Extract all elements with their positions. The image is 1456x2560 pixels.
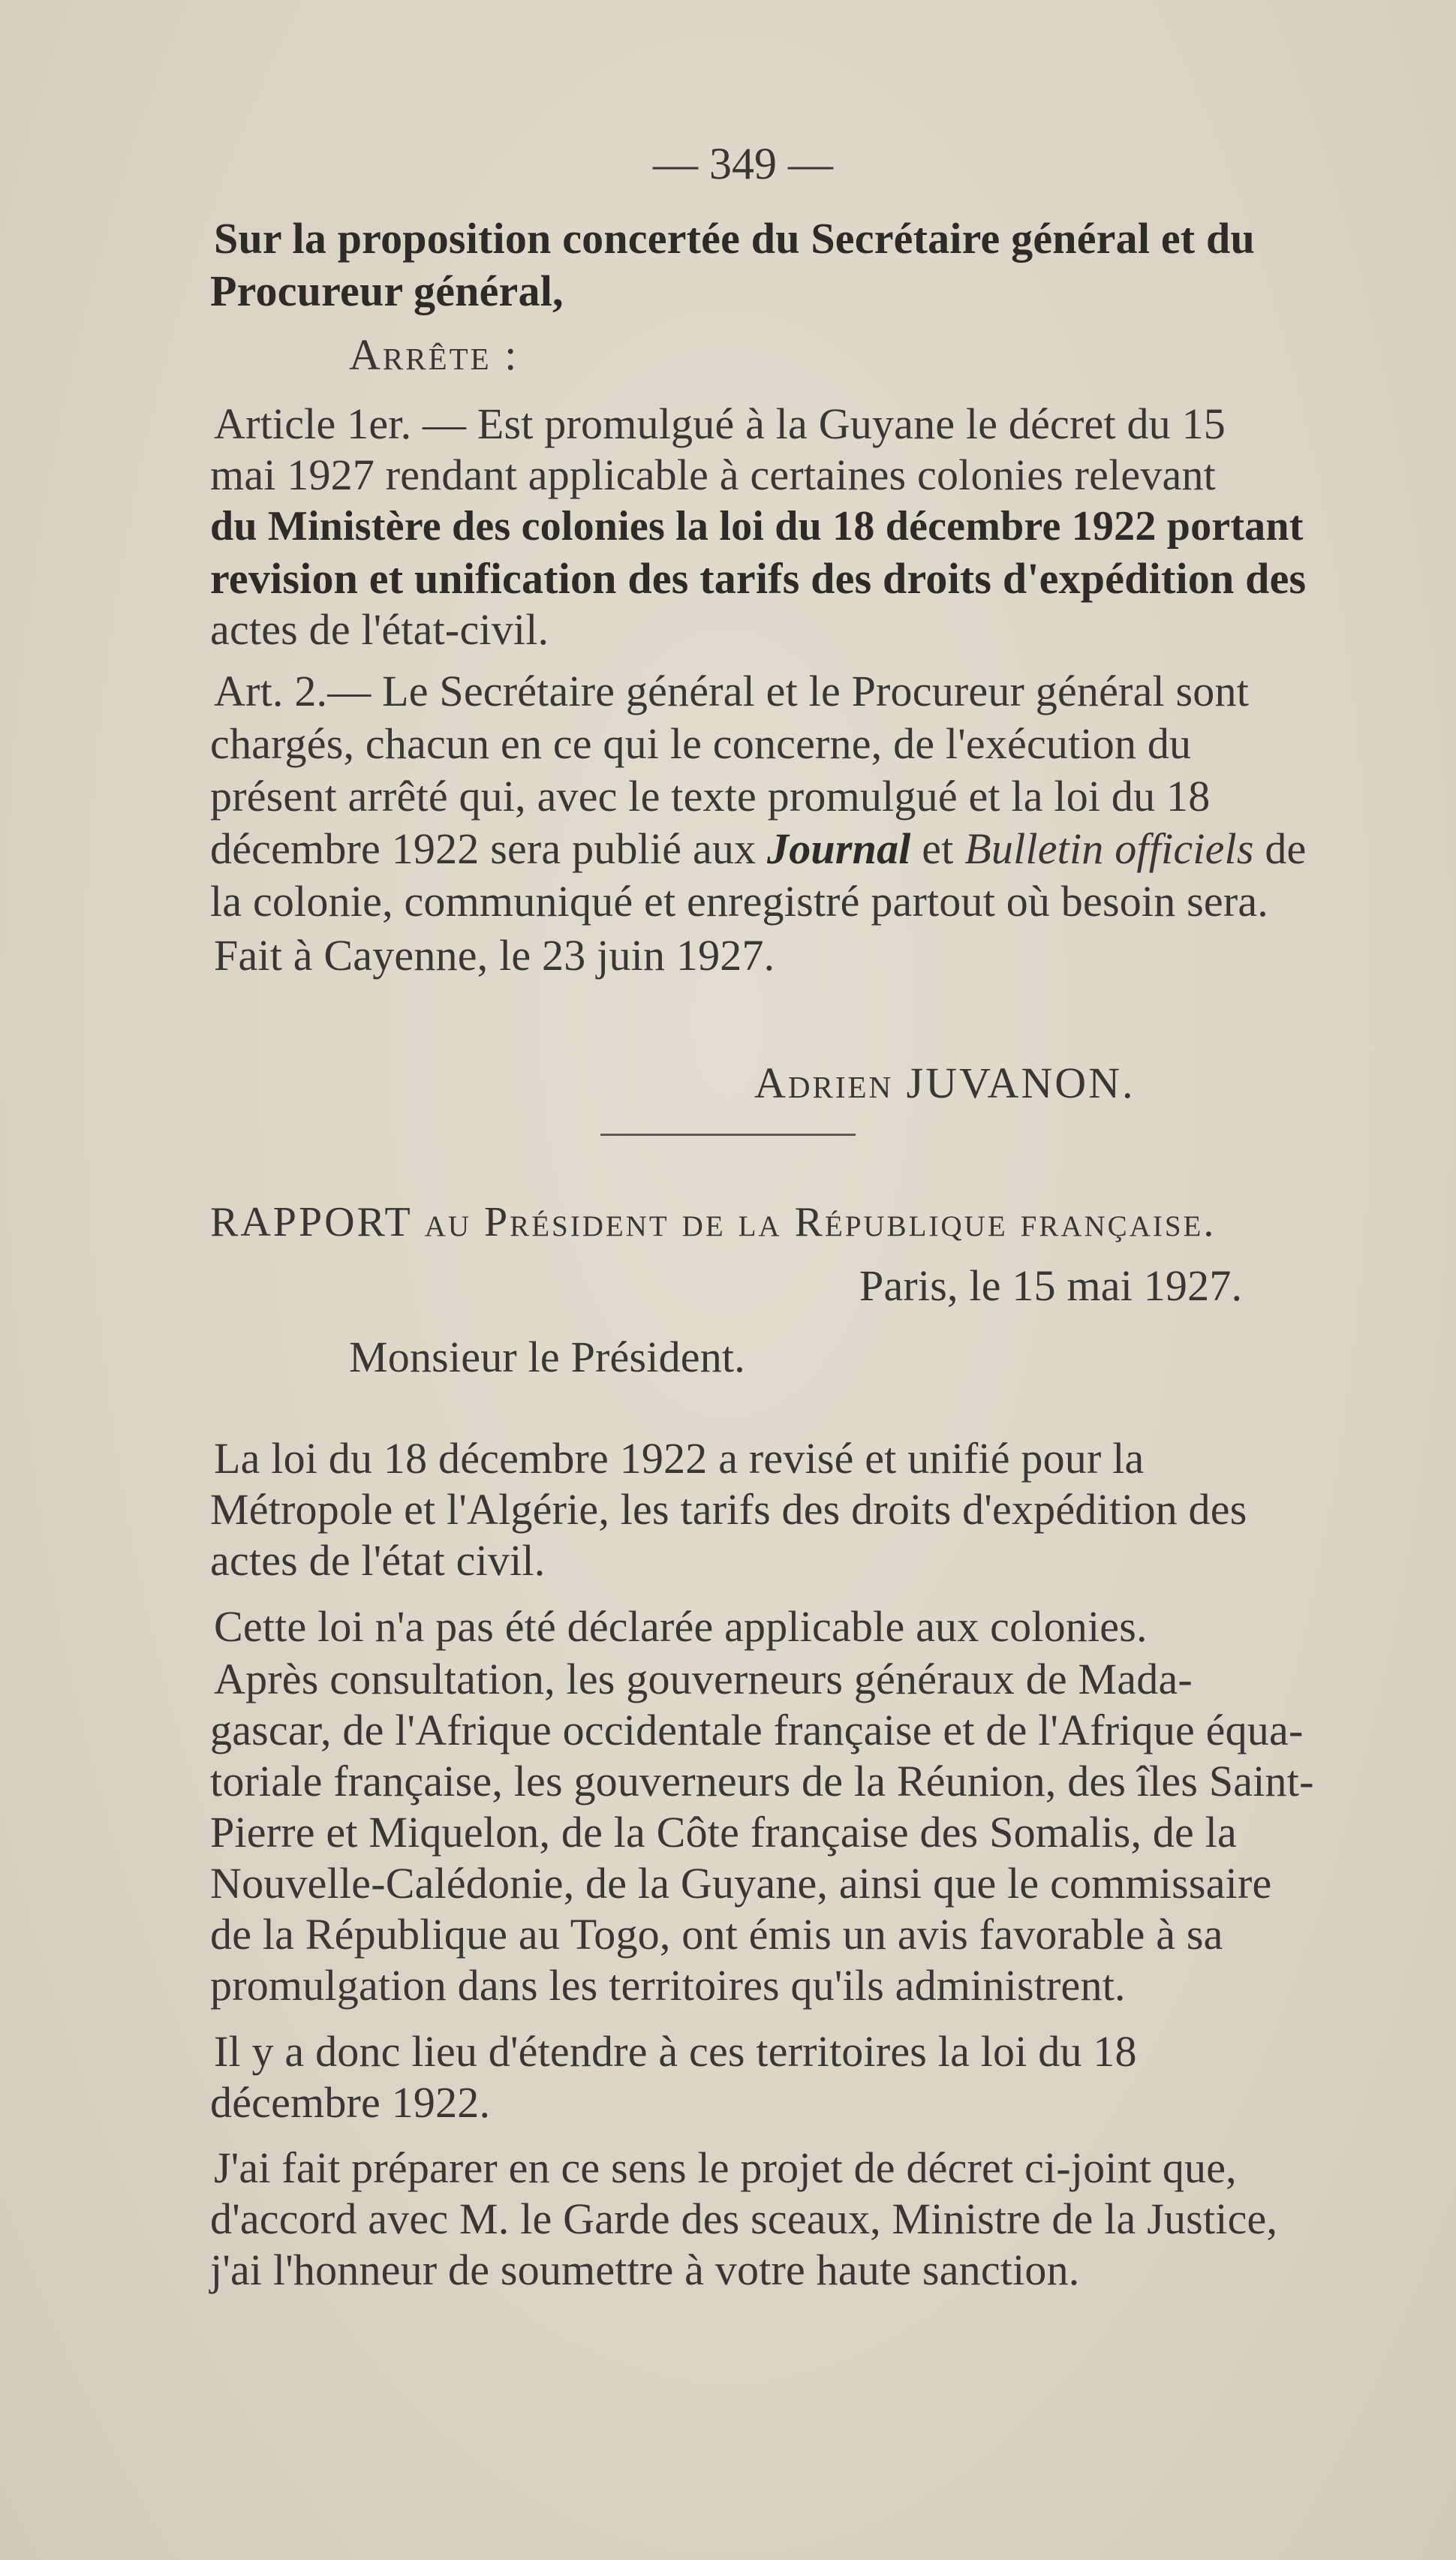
done-at-line: Fait à Cayenne, le 23 juin 1927. bbox=[214, 931, 775, 980]
article-2-line bbox=[210, 824, 1306, 874]
paragraph-line: Pierre et Miquelon, de la Côte française des Somalis, de la bbox=[210, 1808, 1237, 1857]
paragraph-line: Il y a donc lieu d'étendre à ces territoires la loi du 18 bbox=[214, 2027, 1137, 2076]
paragraph-line: toriale française, les gouverneurs de la Réunion, des îles Saint- bbox=[210, 1757, 1314, 1806]
article-2-line: chargés, chacun en ce qui le concerne, de l'exécution du bbox=[210, 719, 1192, 768]
paragraph-line: promulgation dans les territoires qu'ils administrent. bbox=[210, 1961, 1126, 2010]
article-2-text: décembre 1922 sera publié aux bbox=[210, 824, 767, 873]
page-number: — 349 — bbox=[653, 139, 833, 188]
place-date: Paris, le 15 mai 1927. bbox=[859, 1261, 1243, 1310]
paragraph-line: actes de l'état civil. bbox=[210, 1536, 546, 1585]
paragraph-line: Cette loi n'a pas été déclarée applicable aux colonies. bbox=[214, 1602, 1148, 1651]
article-1-line: Article 1er. — Est promulgué à la Guyane le décret du 15 bbox=[214, 399, 1226, 448]
article-1-line: du Ministère des colonies la loi du 18 décembre 1922 portant bbox=[210, 503, 1304, 550]
preamble-line: Sur la proposition concertée du Secrétaire général et du bbox=[214, 214, 1255, 263]
article-1-line: revision et unification des tarifs des droits d'expédition des bbox=[210, 554, 1307, 603]
article-1-line: mai 1927 rendant applicable à certaines colonies relevant bbox=[210, 450, 1216, 499]
paragraph-line: décembre 1922. bbox=[210, 2078, 491, 2127]
rapport-title: RAPPORT au Président de la République française. bbox=[210, 1199, 1217, 1245]
article-2-line: Art. 2.— Le Secrétaire général et le Procureur général sont bbox=[214, 667, 1250, 715]
salutation: Monsieur le Président. bbox=[349, 1333, 745, 1381]
arrete-heading: Arrête : bbox=[349, 330, 519, 379]
paragraph-line: de la République au Togo, ont émis un avis favorable à sa bbox=[210, 1910, 1223, 1959]
article-2-text: et bbox=[910, 824, 965, 873]
journal-title: Journal bbox=[767, 824, 911, 873]
paragraph-line: gascar, de l'Afrique occidentale française et de l'Afrique équa- bbox=[210, 1706, 1304, 1754]
article-2-text: de bbox=[1253, 824, 1307, 873]
bulletin-title: Bulletin officiels bbox=[964, 824, 1254, 873]
paragraph-line: Nouvelle-Calédonie, de la Guyane, ainsi que le commissaire bbox=[210, 1859, 1272, 1908]
signature: Adrien JUVANON. bbox=[754, 1059, 1136, 1107]
paragraph-line: J'ai fait préparer en ce sens le projet de décret ci-joint que, bbox=[214, 2143, 1237, 2192]
article-2-line: la colonie, communiqué et enregistré partout où besoin sera. bbox=[210, 877, 1269, 926]
preamble-line: Procureur général, bbox=[210, 267, 564, 315]
section-divider bbox=[600, 1134, 856, 1136]
paragraph-line: j'ai l'honneur de soumettre à votre haute sanction. bbox=[210, 2245, 1080, 2294]
paragraph-line: Après consultation, les gouverneurs généraux de Mada- bbox=[214, 1655, 1193, 1703]
article-1-line: actes de l'état-civil. bbox=[210, 605, 549, 654]
article-2-line: présent arrêté qui, avec le texte promulgué et la loi du 18 bbox=[210, 772, 1211, 821]
paragraph-line: Métropole et l'Algérie, les tarifs des droits d'expédition des bbox=[210, 1485, 1247, 1534]
paragraph-line: La loi du 18 décembre 1922 a revisé et unifié pour la bbox=[214, 1434, 1145, 1483]
paragraph-line: d'accord avec M. le Garde des sceaux, Ministre de la Justice, bbox=[210, 2194, 1278, 2243]
